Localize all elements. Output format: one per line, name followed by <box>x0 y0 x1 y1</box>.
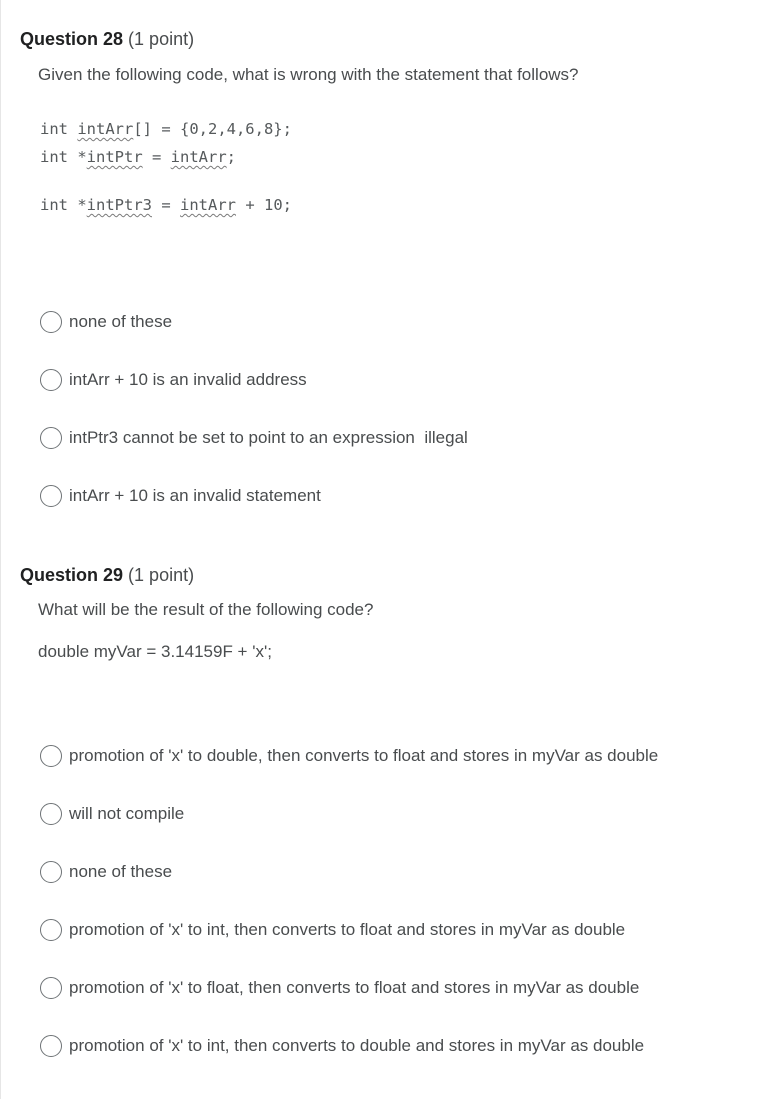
code-line-2: int *intPtr = intArr; <box>40 148 237 166</box>
radio-button[interactable] <box>40 977 62 999</box>
radio-button[interactable] <box>40 427 62 449</box>
identifier-intArr: intArr <box>180 196 236 214</box>
q29-option-5[interactable] <box>40 975 639 1001</box>
question-29-number: Question 29 <box>20 565 124 585</box>
question-29-code: double myVar = 3.14159F + 'x'; <box>38 642 272 661</box>
left-border <box>0 0 1 1099</box>
question-29-prompt: What will be the result of the following code? <box>38 600 374 619</box>
radio-button[interactable] <box>40 919 62 941</box>
question-28-prompt: Given the following code, what is wrong with the statement that follows? <box>38 65 579 84</box>
option-label: promotion of 'x' to int, then converts to float and stores in myVar as double <box>69 920 626 939</box>
q28-option-1[interactable] <box>40 309 172 335</box>
radio-button[interactable] <box>40 745 62 767</box>
q29-option-6[interactable] <box>40 1033 644 1059</box>
question-28 <box>20 27 761 507</box>
question-29-title <box>20 563 761 587</box>
q28-option-4[interactable] <box>40 483 321 509</box>
identifier-intArr: intArr <box>77 120 134 138</box>
radio-button[interactable] <box>40 485 62 507</box>
identifier-intPtr: intPtr <box>86 148 143 166</box>
question-29 <box>20 563 761 1073</box>
q28-option-2[interactable] <box>40 367 307 393</box>
option-label: intArr + 10 is an invalid statement <box>69 486 321 505</box>
radio-button[interactable] <box>40 861 62 883</box>
q29-option-4[interactable] <box>40 917 625 943</box>
code-line-3: int *intPtr3 = intArr + 10; <box>40 196 292 214</box>
question-28-number: Question 28 <box>20 29 124 49</box>
option-label: none of these <box>69 312 173 331</box>
identifier-intPtr3: intPtr3 <box>86 196 152 214</box>
option-label: promotion of 'x' to double, then converts to float and stores in myVar as double <box>69 746 659 765</box>
q29-option-1[interactable] <box>40 743 658 769</box>
question-29-points: (1 point) <box>128 565 195 585</box>
radio-button[interactable] <box>40 803 62 825</box>
identifier-intArr: intArr <box>170 148 227 166</box>
option-label: promotion of 'x' to int, then converts to double and stores in myVar as double <box>69 1036 645 1055</box>
q29-option-2[interactable] <box>40 801 184 827</box>
option-label: promotion of 'x' to float, then converts to float and stores in myVar as double <box>69 978 640 997</box>
option-label: none of these <box>69 862 173 881</box>
option-label: will not compile <box>69 804 185 823</box>
radio-button[interactable] <box>40 369 62 391</box>
question-28-title <box>20 27 761 51</box>
option-label: intArr + 10 is an invalid address <box>69 370 307 389</box>
code-line-1: int intArr[] = {0,2,4,6,8}; <box>40 120 292 138</box>
question-28-points: (1 point) <box>128 29 195 49</box>
q28-option-3[interactable] <box>40 425 468 451</box>
radio-button[interactable] <box>40 311 62 333</box>
option-label: intPtr3 cannot be set to point to an expression illegal <box>69 428 468 447</box>
q29-option-3[interactable] <box>40 859 172 885</box>
radio-button[interactable] <box>40 1035 62 1057</box>
